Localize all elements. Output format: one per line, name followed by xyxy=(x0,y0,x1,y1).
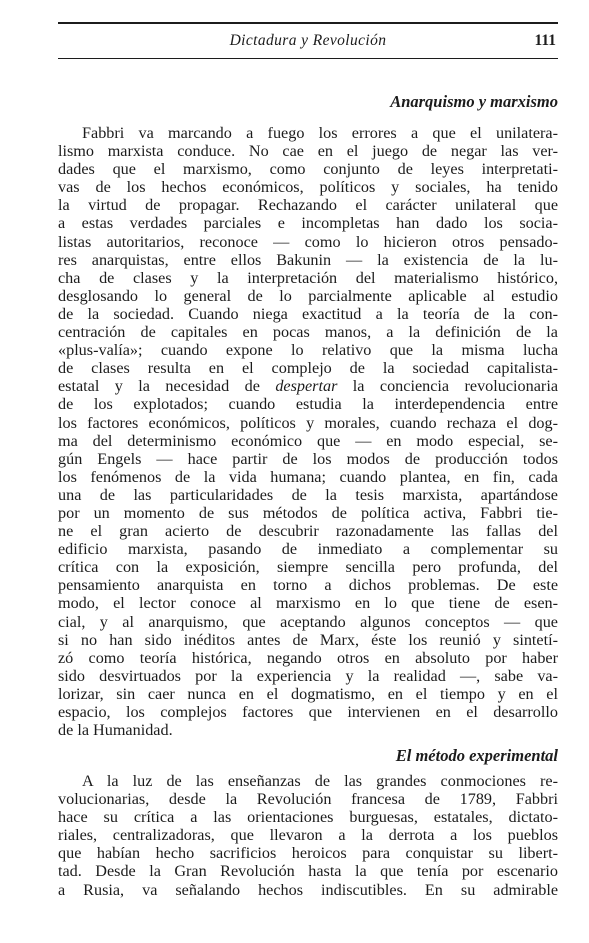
text-line: lismo marxista conduce. No cae en el juego de negar las ver- xyxy=(58,142,558,161)
text-line: si no han sido inéditos antes de Marx, éste los reunió y sintetí- xyxy=(58,630,558,649)
text-line: lorizar, sin caer nunca en el dogmatismo, en el tiempo y en el xyxy=(58,684,558,703)
text-line: centración de capitales en pocas manos, a la definición de la xyxy=(58,323,558,342)
text-line: listas autoritarios, reconoce — como lo hicieron otros pensado- xyxy=(58,232,558,251)
text-line: estatal y la necesidad de despertar la conciencia revolucionaria xyxy=(58,377,558,396)
section-heading-metodo: El método experimental xyxy=(395,746,558,765)
running-header xyxy=(58,22,558,59)
text-line: cha de clases y la interpretación del materialismo histórico, xyxy=(58,268,558,287)
text-line: desglosando lo general de lo parcialmente aplicable al estudio xyxy=(58,286,558,305)
running-title: Dictadura y Revolución xyxy=(229,32,387,49)
text-line: res anarquistas, entre ellos Bakunin — la existencia de la lu- xyxy=(58,250,558,269)
paragraph-metodo-experimental xyxy=(58,772,558,899)
text-line: dades que el marxismo, como conjunto de leyes interpretati- xyxy=(58,160,558,179)
text-line: pensamiento anarquista en torno a dichos problemas. De este xyxy=(58,576,558,595)
text-line: vas de los hechos económicos, políticos y sociales, ha tenido xyxy=(58,178,558,197)
text-line: que habían hecho sacrificios heroicos para conquistar su libert- xyxy=(58,844,558,863)
emphasis-word: despertar xyxy=(275,377,338,396)
text-line: espacio, los complejos factores que intervienen en el desarrollo xyxy=(58,703,558,721)
text-line: crítica con la exposición, siempre sencilla pero profunda, del xyxy=(58,558,558,577)
text-line: tad. Desde la Gran Revolución hasta la que tenía por escenario xyxy=(58,862,558,881)
text-line: ne el gran acierto de descubrir razonadamente las fallas del xyxy=(58,522,558,541)
text-line: una de las particularidades de la tesis marxista, apartándose xyxy=(58,485,558,504)
paragraph-anarquismo-y-marxismo xyxy=(58,124,558,739)
text-line: «plus-valía»; cuando expone lo relativo que la misma lucha xyxy=(58,341,558,360)
text-line: riales, centralizadoras, que llevaron a la derrota a los pueblos xyxy=(58,826,558,845)
section-heading-anarquismo: Anarquismo y marxismo xyxy=(390,92,558,111)
text-line: volucionarias, desde la Revolución francesa de 1789, Fabbri xyxy=(58,790,558,809)
text-line: gún Engels — hace partir de los modos de producción todos xyxy=(58,449,558,468)
text-line: a Rusia, va señalando hechos indiscutibles. En su admirable xyxy=(58,880,558,899)
text-line: sido desvirtuados por la experiencia y la realidad —, sabe va- xyxy=(58,666,558,685)
page-number: 111 xyxy=(534,32,556,49)
text-line: los factores económicos, políticos y morales, cuando rechaza el dog- xyxy=(58,413,558,432)
text-line: zó como teoría histórica, negando otros en absoluto por haber xyxy=(58,648,558,667)
text-line: los fenómenos de la vida humana; cuando plantea, en fin, cada xyxy=(58,467,558,486)
text-line: modo, el lector conoce al marxismo en lo que tiene de esen- xyxy=(58,594,558,613)
text-line: de los explotados; cuando estudia la interdependencia entre xyxy=(58,395,558,414)
text-line: de la Humanidad. xyxy=(58,721,173,740)
text-line: hace su crítica a las orientaciones burguesas, estatales, dictato- xyxy=(58,808,558,827)
text-line: edificio marxista, pasando de inmediato a complementar su xyxy=(58,540,558,559)
text-line: A la luz de las enseñanzas de las grandes conmociones re- xyxy=(82,772,558,790)
text-line: por un momento de sus métodos de política activa, Fabbri tie- xyxy=(58,503,558,522)
text-line: a estas verdades parciales e incompletas han dado los socia- xyxy=(58,214,558,233)
text-line: Fabbri va marcando a fuego los errores a que el unilatera- xyxy=(82,124,558,142)
text-line: cial, y al anarquismo, que aceptando algunos conceptos — que xyxy=(58,612,558,631)
text-line: ma del determinismo económico que — en modo especial, se- xyxy=(58,431,558,450)
text-line: la virtud de propagar. Rechazando el carácter unilateral que xyxy=(58,196,558,215)
text-line: de la sociedad. Cuando niega exactitud a la teoría de la con- xyxy=(58,304,558,323)
text-line: de clases resulta en el complejo de la sociedad capitalista- xyxy=(58,359,558,378)
